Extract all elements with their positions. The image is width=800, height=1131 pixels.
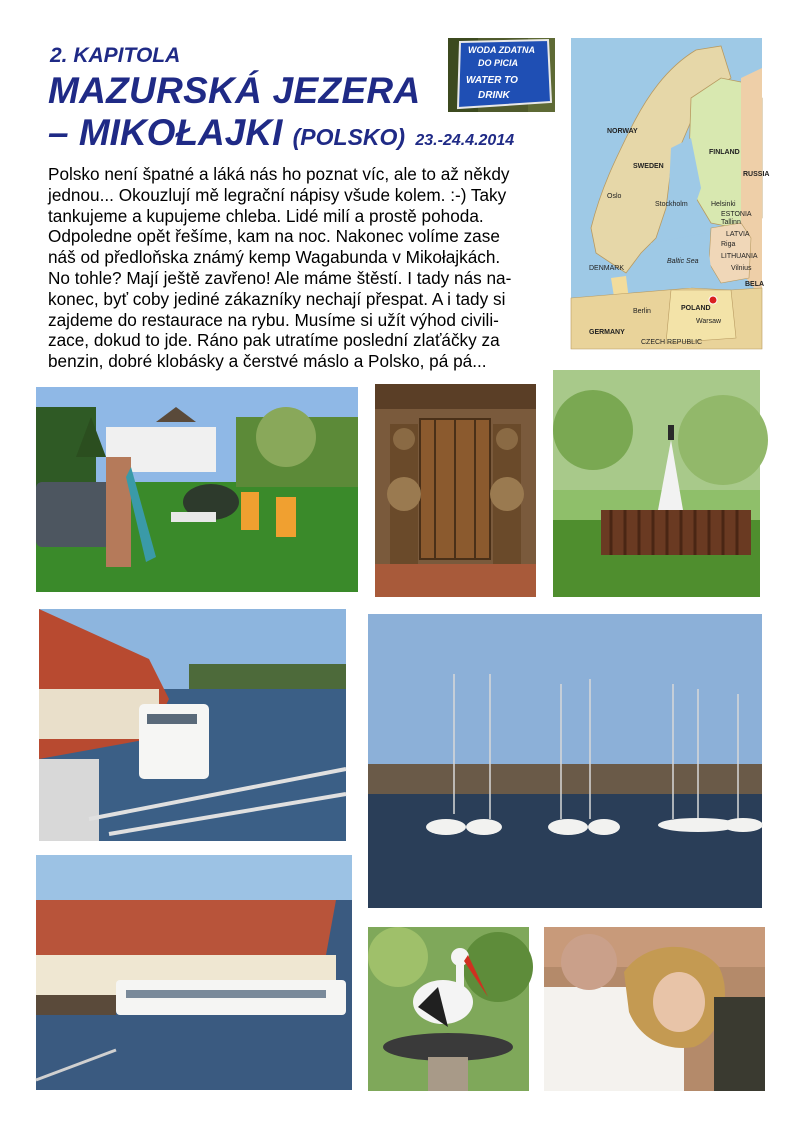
page-subtitle bbox=[48, 112, 514, 154]
map-label-denmark: DENMARK bbox=[589, 265, 625, 272]
stork-photo bbox=[368, 927, 529, 1091]
text-line: jednou... Okouzlují mě legrační nápisy všude kolem. :-) Taky bbox=[48, 184, 507, 205]
subtitle-country: (POLSKO) bbox=[292, 124, 406, 150]
harbour-ship-photo bbox=[39, 609, 346, 841]
text-line: konec, byť coby jediné zákazníky nechají přespat. A i tady si bbox=[48, 288, 506, 309]
map-label-berlin: Berlin bbox=[633, 308, 651, 315]
map-label-stockholm: Stockholm bbox=[655, 201, 688, 208]
map-label-russia: RUSSIA bbox=[743, 171, 770, 178]
text-line: benzin, dobré klobásky a čerstvé máslo a Polsko, pá pá... bbox=[48, 351, 487, 372]
subtitle-dates: 23.-24.4.2014 bbox=[415, 132, 515, 149]
map-label-oslo: Oslo bbox=[607, 193, 622, 200]
map-label-germany: GERMANY bbox=[589, 329, 625, 336]
map-label-warsaw: Warsaw bbox=[696, 318, 722, 325]
text-line: No tohle? Mají ještě zavřeno! Ale máme štěstí. I tady nás na- bbox=[48, 267, 512, 288]
text-line: tankujeme a kupujeme chleba. Lidé milí a prostě pohoda. bbox=[48, 205, 484, 226]
page-title: MAZURSKÁ JEZERA bbox=[48, 70, 421, 111]
scandinavia-map bbox=[571, 38, 770, 349]
chapter-label: 2. KAPITOLA bbox=[50, 44, 181, 67]
marina-photo bbox=[368, 614, 762, 908]
sign-line-1: WODA ZDATNA bbox=[468, 45, 535, 55]
campsite-photo bbox=[36, 387, 358, 592]
map-label-finland: FINLAND bbox=[709, 149, 740, 156]
text-line: náš od předloňska známý kemp Wagabunda v Mikołajkách. bbox=[48, 247, 501, 268]
text-line: Odpoledne opět řešíme, kam na noc. Nakonec volíme zase bbox=[48, 226, 500, 247]
article-text bbox=[48, 164, 560, 372]
subtitle-place: – MIKOŁAJKI bbox=[48, 112, 283, 153]
text-line: zajdeme do restaurace na rybu. Musíme si užít výhod civili- bbox=[48, 309, 499, 330]
map-label-baltic-sea: Baltic Sea bbox=[667, 258, 699, 265]
sign-line-3: WATER TO bbox=[466, 75, 518, 86]
text-line: zace, dokud to jde. Ráno pak utratíme poslední zlaťáčky za bbox=[48, 330, 500, 351]
map-label-estonia: ESTONIA bbox=[721, 211, 752, 218]
map-label-sweden: SWEDEN bbox=[633, 163, 664, 170]
sign-line-2: DO PICIA bbox=[478, 58, 519, 68]
shrine-photo bbox=[553, 370, 760, 597]
map-label-norway: NORWAY bbox=[607, 128, 638, 135]
map-label-vilnius: Vilnius bbox=[731, 265, 752, 272]
map-label-belarus: BELA bbox=[745, 281, 765, 288]
map-label-tallinn: Tallinn bbox=[721, 219, 741, 226]
map-label-latvia: LATVIA bbox=[726, 231, 750, 238]
people-photo bbox=[544, 927, 765, 1091]
map-label-riga: Riga bbox=[721, 241, 736, 248]
water-sign-photo bbox=[448, 38, 555, 112]
text-line: Polsko není špatné a láká nás ho poznat víc, ale to až někdy bbox=[48, 164, 510, 184]
map-label-poland: POLAND bbox=[681, 305, 711, 312]
hotel-ship-photo bbox=[36, 855, 352, 1090]
map-label-lithuania: LITHUANIA bbox=[721, 253, 758, 260]
wooden-gate-photo bbox=[375, 384, 536, 597]
sign-line-4: DRINK bbox=[478, 90, 510, 101]
map-label-czech: CZECH REPUBLIC bbox=[641, 339, 703, 346]
map-label-helsinki: Helsinki bbox=[711, 201, 736, 208]
